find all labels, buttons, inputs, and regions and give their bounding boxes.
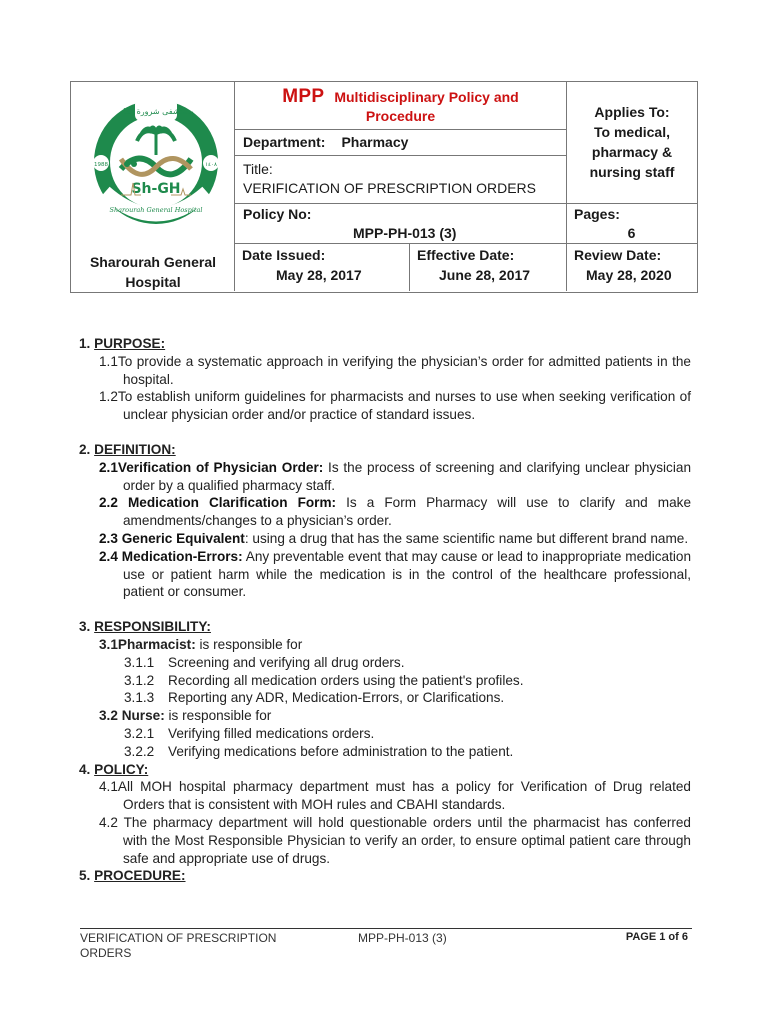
svg-text:1988: 1988 xyxy=(94,162,108,168)
review-date-cell xyxy=(567,244,697,291)
title-label: Title: xyxy=(243,161,273,177)
svg-text:١٤٠٨: ١٤٠٨ xyxy=(205,162,217,168)
applies-to-cell xyxy=(567,82,697,204)
logo-cell xyxy=(71,82,235,291)
section-heading-responsibility: 3. RESPONSIBILITY: xyxy=(79,619,211,635)
date-issued-value: May 28, 2017 xyxy=(276,267,362,283)
effective-date-value: June 28, 2017 xyxy=(439,267,531,283)
department-label: Department: xyxy=(243,134,326,150)
policy-item: 4.2 The pharmacy department will hold questionable orders until the pharmacist has conferred with the Most Responsible Physician to verify an order, to ensure optimal patient care through safe and appropriate use of drugs. xyxy=(99,814,691,866)
policy-item: 4.1All MOH hospital pharmacy department must has a policy for Verification of Drug related Orders that is consistent with MOH rules and CBAHI standards. xyxy=(99,779,691,813)
title-value: VERIFICATION OF PRESCRIPTION ORDERS xyxy=(243,180,536,196)
responsibility-item: 3.1.3 Reporting any ADR, Medication-Errors, or Clarifications. xyxy=(124,690,505,706)
mpp-title-line2: Procedure xyxy=(365,108,436,124)
pages-label: Pages: xyxy=(574,206,620,222)
pages-value: 6 xyxy=(627,225,636,241)
section-heading-policy: 4. POLICY: xyxy=(79,761,149,777)
policy-no-label: Policy No: xyxy=(243,206,312,222)
mpp-title-cell xyxy=(235,82,567,130)
svg-text:مستشفى شرورة العام: مستشفى شرورة العام xyxy=(118,107,194,116)
responsibility-group-nurse: 3.2 Nurse: is responsible for xyxy=(99,708,272,724)
effective-date-cell xyxy=(410,244,567,291)
svg-text:Sharourah General Hospital: Sharourah General Hospital xyxy=(109,206,203,214)
definition-item: 2.3 Generic Equivalent: using a drug that has the same scientific name but different brand name. xyxy=(99,530,689,546)
hospital-logo-icon xyxy=(91,97,221,227)
policy-no-cell xyxy=(235,204,567,244)
page-footer xyxy=(80,928,692,960)
hospital-name: Sharourah General Hospital xyxy=(89,254,217,290)
responsibility-group-pharmacist: 3.1Pharmacist: is responsible for xyxy=(99,636,303,652)
applies-to-label: Applies To: xyxy=(594,104,670,120)
title-cell xyxy=(235,156,567,204)
policy-header-table xyxy=(70,81,698,293)
review-date-value: May 28, 2020 xyxy=(586,267,672,283)
department-value: Pharmacy xyxy=(341,134,409,150)
document-body xyxy=(79,335,691,885)
responsibility-item: 3.1.2 Recording all medication orders using the patient's profiles. xyxy=(124,672,524,688)
definition-item: 2.1Verification of Physician Order: Is the process of screening and clarifying unclear physician order by a qualified pharmacy staff. xyxy=(99,459,691,493)
svg-text:Sh-GH: Sh-GH xyxy=(131,181,181,197)
footer-page-number: PAGE 1 of 6 xyxy=(625,931,688,943)
definition-item: 2.4 Medication-Errors: Any preventable event that may cause or lead to inappropriate medication use or patient harm while the medication is in the control of the healthcare professional, patient or consumer. xyxy=(99,548,692,600)
pages-cell xyxy=(567,204,697,244)
responsibility-item: 3.1.1 Screening and verifying all drug orders. xyxy=(124,654,405,670)
footer-title: VERIFICATION OF PRESCRIPTION ORDERS xyxy=(80,931,277,960)
footer-policy-no: MPP-PH-013 (3) xyxy=(358,931,447,945)
policy-no-value: MPP-PH-013 (3) xyxy=(353,225,457,241)
mpp-title-line1: Multidisciplinary Policy and xyxy=(334,89,519,105)
definition-item: 2.2 Medication Clarification Form: Is a Form Pharmacy will use to clarify and make amendments/changes to a physician’s order. xyxy=(99,495,692,529)
responsibility-item: 3.2.2 Verifying medications before administration to the patient. xyxy=(124,743,514,759)
applies-to-value: To medical, pharmacy & nursing staff xyxy=(589,124,675,180)
purpose-item: 1.2To establish uniform guidelines for pharmacists and nurses to use when seeking verification of unclear physician order and/or practice of standard issues. xyxy=(99,389,691,423)
section-heading-purpose: 1. PURPOSE: xyxy=(79,336,166,351)
date-issued-label: Date Issued: xyxy=(242,247,326,263)
section-heading-definition: 2. DEFINITION: xyxy=(79,441,176,457)
responsibility-item: 3.2.1 Verifying filled medications orders. xyxy=(124,725,375,741)
department-cell xyxy=(235,130,567,156)
section-heading-procedure: 5. PROCEDURE: xyxy=(79,868,186,884)
purpose-item: 1.1To provide a systematic approach in verifying the physician’s order for admitted patients in the hospital. xyxy=(99,353,691,387)
effective-date-label: Effective Date: xyxy=(417,247,515,263)
mpp-abbrev: MPP xyxy=(282,86,325,107)
review-date-label: Review Date: xyxy=(574,247,662,263)
date-issued-cell xyxy=(235,244,410,291)
